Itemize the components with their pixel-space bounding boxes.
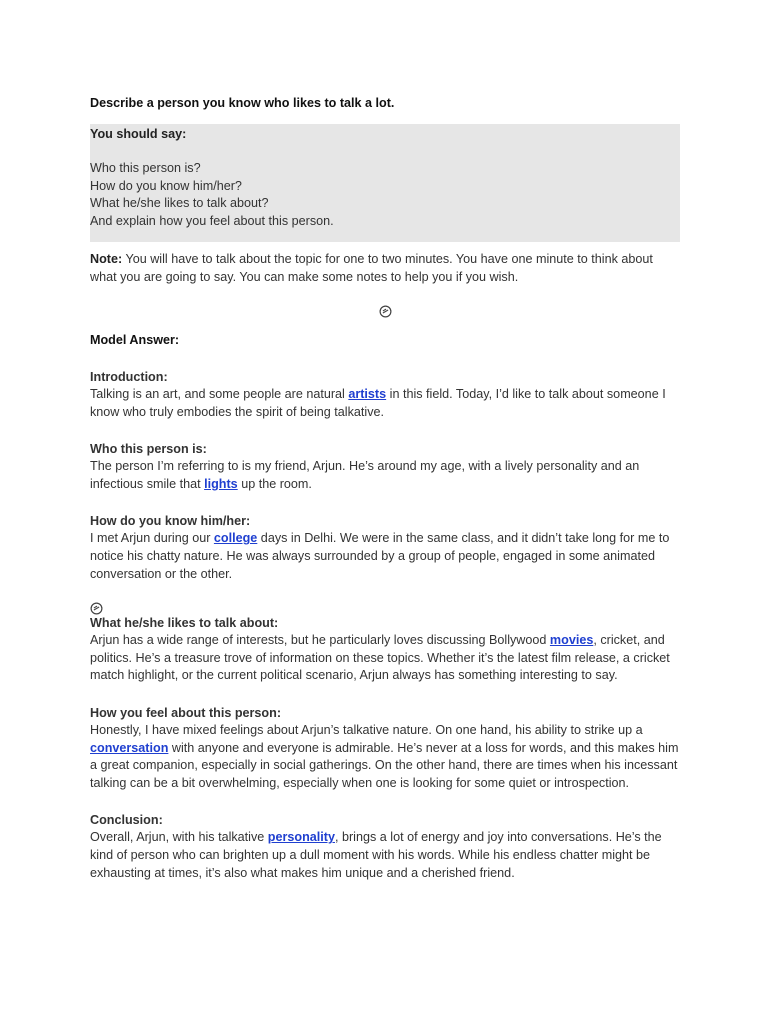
keyword-link-lights[interactable]: lights (204, 476, 238, 491)
section-what (90, 615, 680, 685)
section-introduction (90, 369, 680, 421)
body-text: Arjun has a wide range of interests, but he particularly loves discussing Bollywood (90, 633, 550, 648)
section-body (90, 458, 680, 493)
section-heading: What he/she likes to talk about: (90, 616, 279, 631)
note-paragraph (90, 251, 680, 286)
body-text: , brings a lot of energy and joy into conversations. He’s the kind of person who can brighten up a dull moment with his words. While his endless chatter might be exhausting at times, it’s also what makes him unique and a cherished friend. (90, 830, 662, 880)
page-title: Describe a person you know who likes to talk a lot. (90, 96, 395, 110)
keyword-link-movies[interactable]: movies (549, 633, 594, 648)
document-page (90, 95, 680, 882)
keyword-link-conversation[interactable]: conversation (90, 740, 169, 755)
note-text: You will have to talk about the topic for one to two minutes. You have one minute to think about what you are going to say. You can make some notes to help you if you wish. (90, 252, 653, 284)
section-heading: Conclusion: (90, 813, 163, 828)
prompt-box (90, 124, 680, 242)
section-how (90, 513, 680, 583)
section-body (90, 829, 680, 882)
body-text: I met Arjun during our (90, 531, 214, 546)
section-body (90, 632, 680, 685)
body-text: , cricket, and politics. He’s a treasure trove of information on these topics. Whether it’s the latest film release, a cricket match highlight, or the current political scenario, Arjun always has something interesting to say. (90, 633, 670, 683)
prompt-heading: You should say: (90, 127, 187, 141)
body-text: in this field. Today, I’d like to talk about someone I know who truly embodies the spirit of being talkative. (90, 387, 666, 419)
keyword-link-personality[interactable]: personality (267, 830, 335, 845)
body-text: days in Delhi. We were in the same class, and it didn’t take long for me to notice his chatty nature. He was always surrounded by a group of people, engaged in some animated conversation or the other. (90, 531, 670, 581)
section-heading: How do you know him/her: (90, 514, 251, 529)
body-text: up the room. (237, 476, 312, 491)
section-heading: Introduction: (90, 370, 168, 384)
section-heading: How you feel about this person: (90, 705, 282, 720)
prompt-question: What he/she likes to talk about? (90, 196, 269, 210)
prompt-question: How do you know him/her? (90, 178, 242, 193)
body-text: Talking is an art, and some people are natural (90, 387, 349, 401)
body-text: Honestly, I have mixed feelings about Arjun’s talkative nature. On one hand, his ability to strike up a (90, 722, 643, 737)
body-text: Overall, Arjun, with his talkative (90, 830, 268, 845)
body-text: with anyone and everyone is admirable. He’s never at a loss for words, and this makes him a great companion, especially in social gatherings. On the other hand, there are times when his incessant talking can be a bit overwhelming, especially when one is looking for some quiet or introspection. (90, 740, 679, 790)
ad-choices-icon[interactable] (379, 305, 392, 318)
note-label: Note: (90, 252, 123, 266)
section-who (90, 441, 680, 493)
section-feel (90, 705, 680, 792)
ad-choices-icon[interactable] (90, 602, 103, 615)
section-heading: Who this person is: (90, 442, 207, 457)
model-answer-heading: Model Answer: (90, 333, 180, 347)
section-body (90, 530, 680, 583)
keyword-link-artists[interactable]: artists (348, 387, 387, 401)
body-text: The person I’m referring to is my friend, Arjun. He’s around my age, with a lively personality and an infectious smile that (90, 459, 640, 491)
keyword-link-college[interactable]: college (213, 531, 258, 546)
section-body (90, 386, 680, 421)
ad-marker-row (90, 601, 680, 615)
section-conclusion (90, 812, 680, 882)
ad-marker-row (90, 304, 680, 328)
prompt-question: Who this person is? (90, 161, 201, 175)
section-body (90, 722, 680, 792)
prompt-question: And explain how you feel about this person. (90, 213, 334, 228)
